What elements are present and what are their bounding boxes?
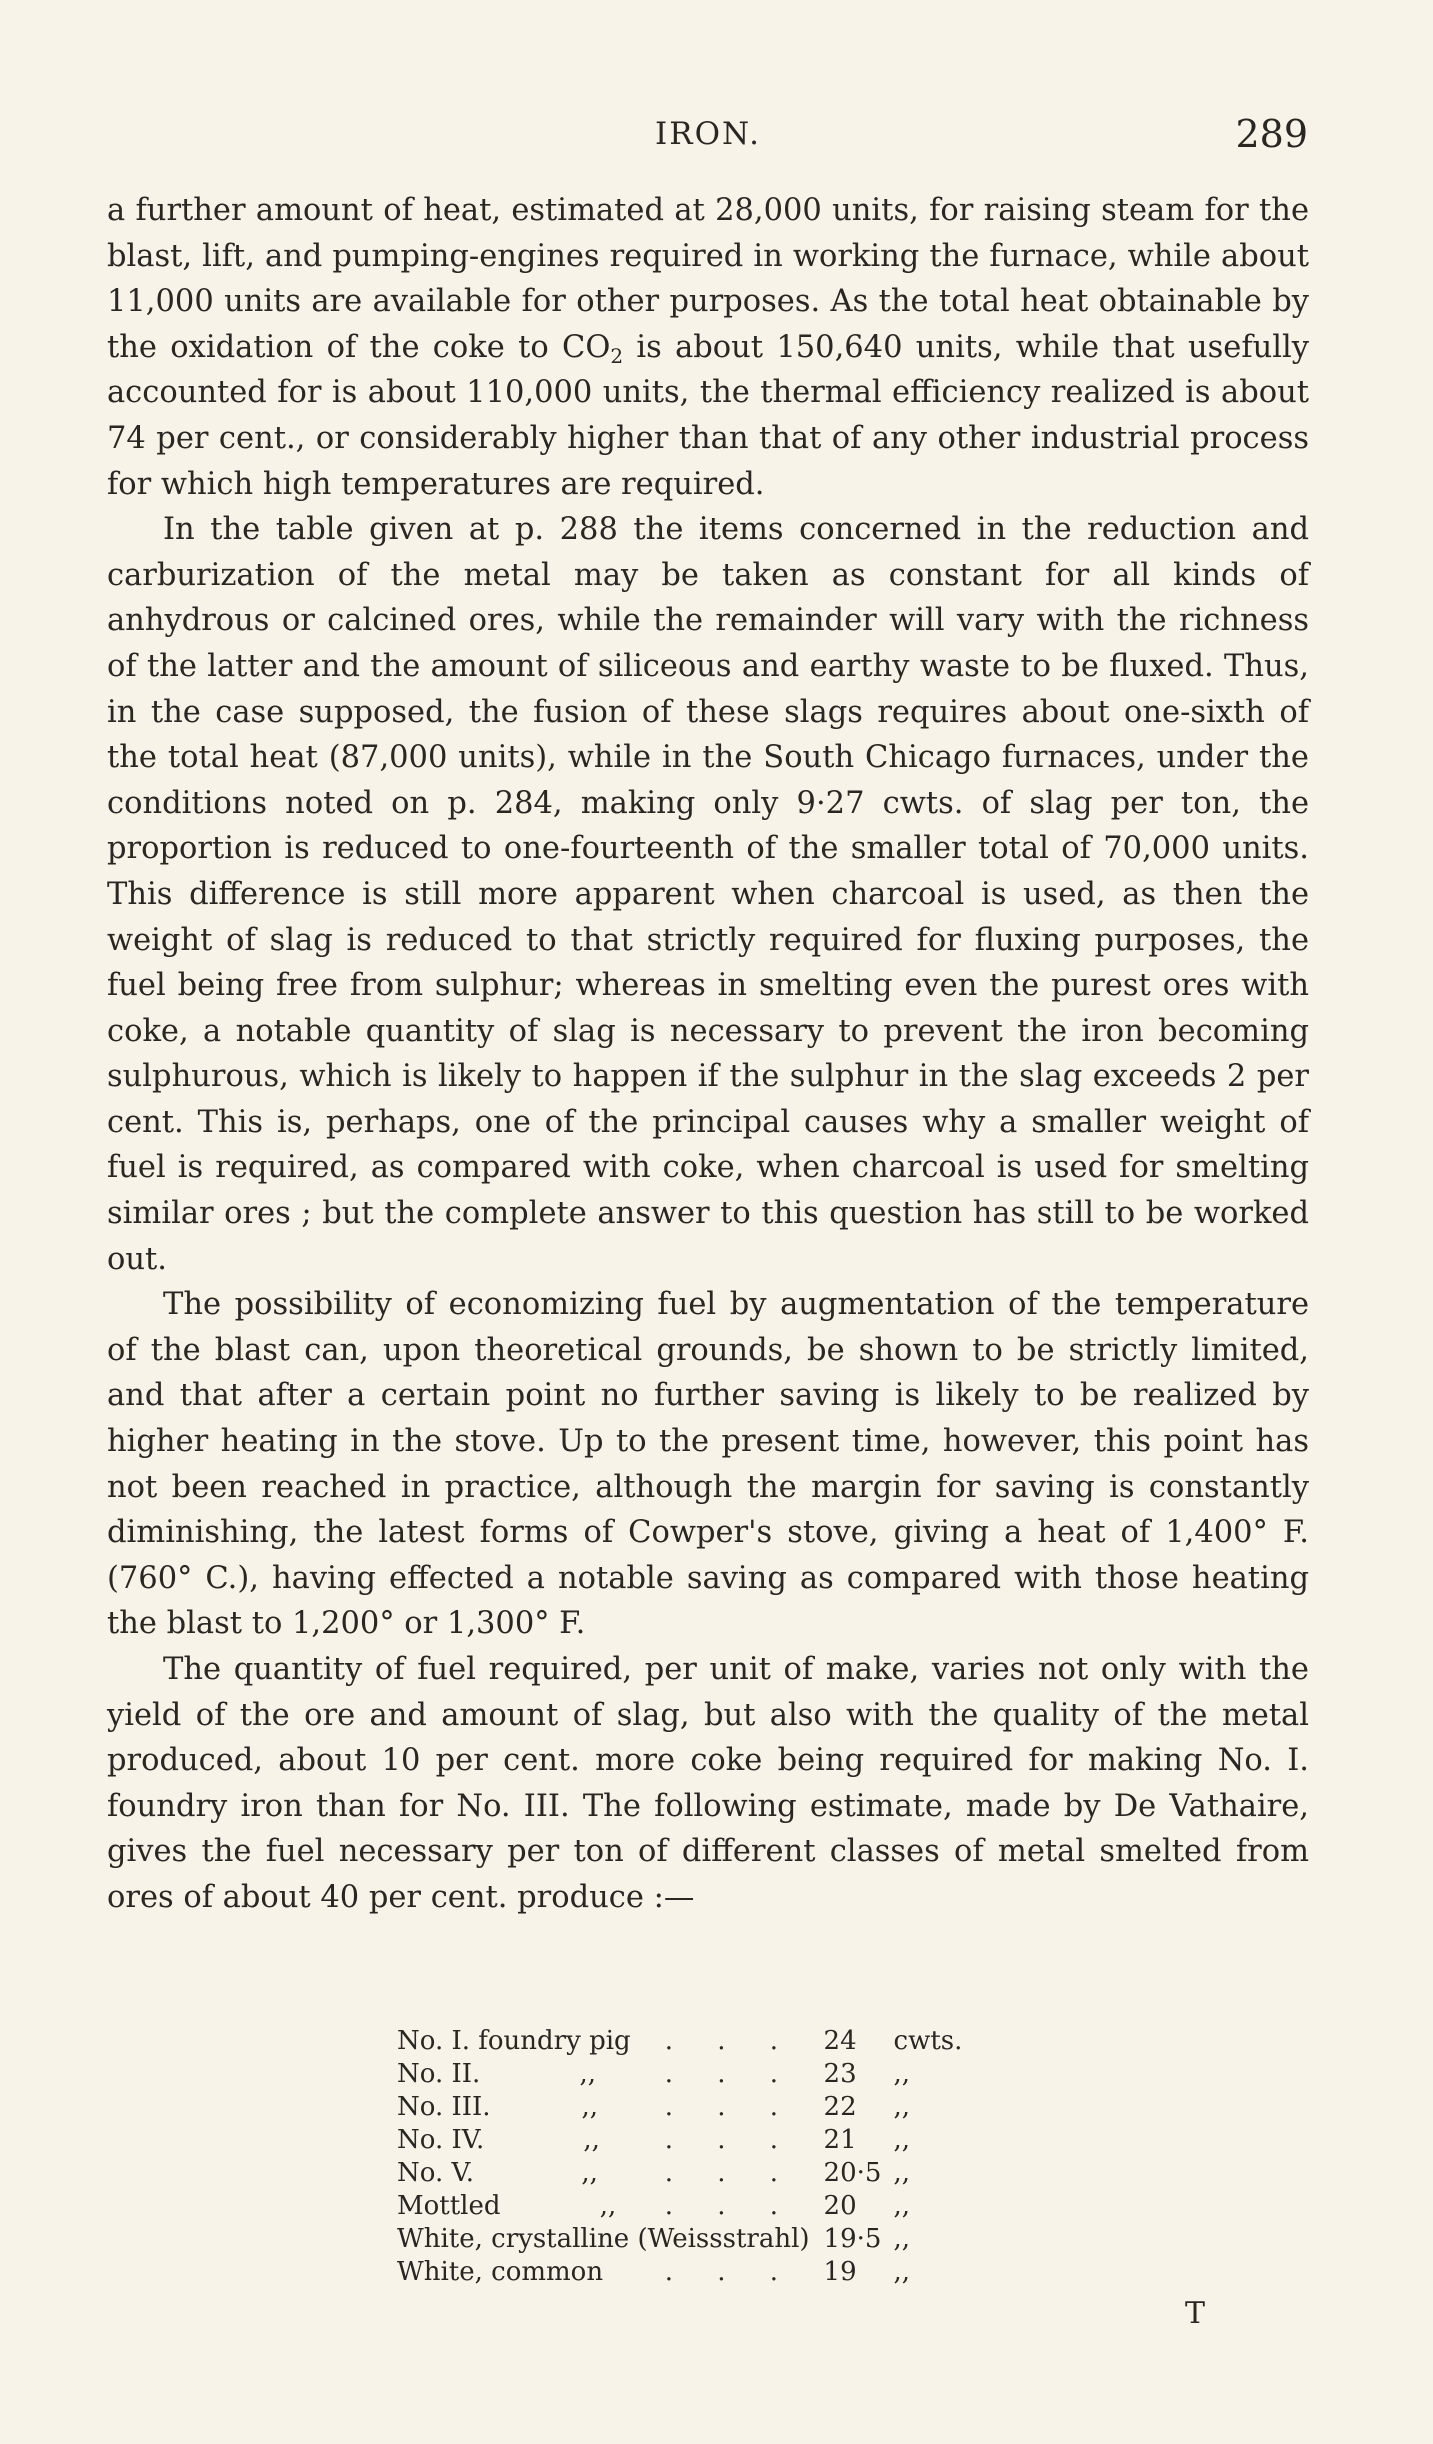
row-label: White, common: [397, 2257, 604, 2287]
row-unit: ,,: [893, 2158, 911, 2188]
paragraph-1-text: a further amount of heat, estimated at 28,000 units, for raising steam for the blast, lift, and pumping-engines required in working the furnace, while about 11,000 units are available for other purposes. As the total heat obtainable by the oxidation of the coke to CO: [107, 193, 1309, 365]
table-row: [397, 2256, 962, 2289]
row-unit: ,,: [893, 2191, 911, 2221]
table-row: [397, 2058, 962, 2091]
row-value: 21: [823, 2125, 857, 2155]
row-unit: ,,: [893, 2257, 911, 2287]
row-leader-dots: . . .: [664, 2092, 797, 2122]
row-leader-dots: . . .: [664, 2125, 797, 2155]
row-value: 19·5: [823, 2224, 882, 2254]
table-row: [397, 2223, 962, 2256]
row-leader-dots: . . .: [664, 2257, 797, 2287]
row-label: No. IV. ,,: [397, 2125, 600, 2155]
row-label: No. II. ,,: [397, 2059, 596, 2089]
row-label: No. V. ,,: [397, 2158, 598, 2188]
row-leader-dots: . . .: [664, 2158, 797, 2188]
body-text: [107, 188, 1309, 1921]
row-value: 20: [823, 2191, 857, 2221]
subscript-2: 2: [610, 343, 624, 368]
table-row: [397, 2124, 962, 2157]
running-title: IRON.: [655, 116, 761, 152]
row-leader-dots: . . .: [664, 2026, 797, 2056]
row-label: No. I. foundry pig: [397, 2026, 631, 2056]
page-header: [108, 112, 1308, 162]
row-value: 22: [823, 2092, 857, 2122]
row-label: Mottled ,,: [397, 2191, 617, 2221]
paragraph-1-text-cont: is about 150,640 units, while that usefully accounted for is about 110,000 units, the thermal efficiency realized is about 74 per cent., or considerably higher than that of any other industrial process for which high temperatures are required.: [107, 329, 1309, 502]
paragraph-4: The quantity of fuel required, per unit of make, varies not only with the yield of the ore and amount of slag, but also with the quality of the metal produced, about 10 per cent. more coke being required for making No. I. foundry iron than for No. III. The following estimate, made by De Vathaire, gives the fuel necessary per ton of different classes of metal smelted from ores of about 40 per cent. produce :—: [107, 1652, 1309, 1915]
paragraph-2: In the table given at p. 288 the items concerned in the reduction and carburization of the metal may be taken as constant for all kinds of anhydrous or calcined ores, while the remainder will vary with the richness of the latter and the amount of siliceous and earthy waste to be fluxed. Thus, in the case supposed, the fusion of these slags requires about one-sixth of the total heat (87,000 units), while in the South Chicago furnaces, under the conditions noted on p. 284, making only 9·27 cwts. of slag per ton, the proportion is reduced to one-fourteenth of the smaller total of 70,000 units. This difference is still more apparent when charcoal is used, as then the weight of slag is reduced to that strictly required for fluxing purposes, the fuel being free from sulphur; whereas in smelting even the purest ores with coke, a notable quantity of slag is necessary to prevent the iron becoming sulphurous, which is likely to happen if the sulphur in the slag exceeds 2 per cent. This is, perhaps, one of the principal causes why a smaller weight of fuel is required, as compared with coke, when charcoal is used for smelting similar ores ; but the complete answer to this question has still to be worked out.: [107, 512, 1309, 1277]
row-unit: ,,: [893, 2092, 911, 2122]
table-row: [397, 2025, 962, 2058]
row-label: No. III. ,,: [397, 2092, 598, 2122]
row-value: 19: [823, 2257, 857, 2287]
paragraph-1: [107, 188, 1309, 507]
row-unit: cwts.: [893, 2026, 963, 2056]
signature-mark: T: [1185, 2296, 1206, 2331]
row-leader-dots: . . .: [664, 2191, 797, 2221]
table-row: [397, 2091, 962, 2124]
row-unit: ,,: [893, 2224, 911, 2254]
row-label: White, crystalline (Weissstrahl): [397, 2224, 810, 2254]
table-row: [397, 2157, 962, 2190]
fuel-per-ton-table: [397, 2025, 962, 2289]
row-value: 20·5: [823, 2158, 882, 2188]
row-leader-dots: . . .: [664, 2059, 797, 2089]
page-number: 289: [1235, 112, 1308, 156]
table-row: [397, 2190, 962, 2223]
row-value: 24: [823, 2026, 857, 2056]
row-unit: ,,: [893, 2059, 911, 2089]
row-unit: ,,: [893, 2125, 911, 2155]
paragraph-3: The possibility of economizing fuel by augmentation of the temperature of the blast can, upon theoretical grounds, be shown to be strictly limited, and that after a certain point no further saving is likely to be realized by higher heating in the stove. Up to the present time, however, this point has not been reached in practice, although the margin for saving is constantly diminishing, the latest forms of Cowper's stove, giving a heat of 1,400° F. (760° C.), having effected a notable saving as compared with those heating the blast to 1,200° or 1,300° F.: [107, 1287, 1309, 1642]
row-value: 23: [823, 2059, 857, 2089]
